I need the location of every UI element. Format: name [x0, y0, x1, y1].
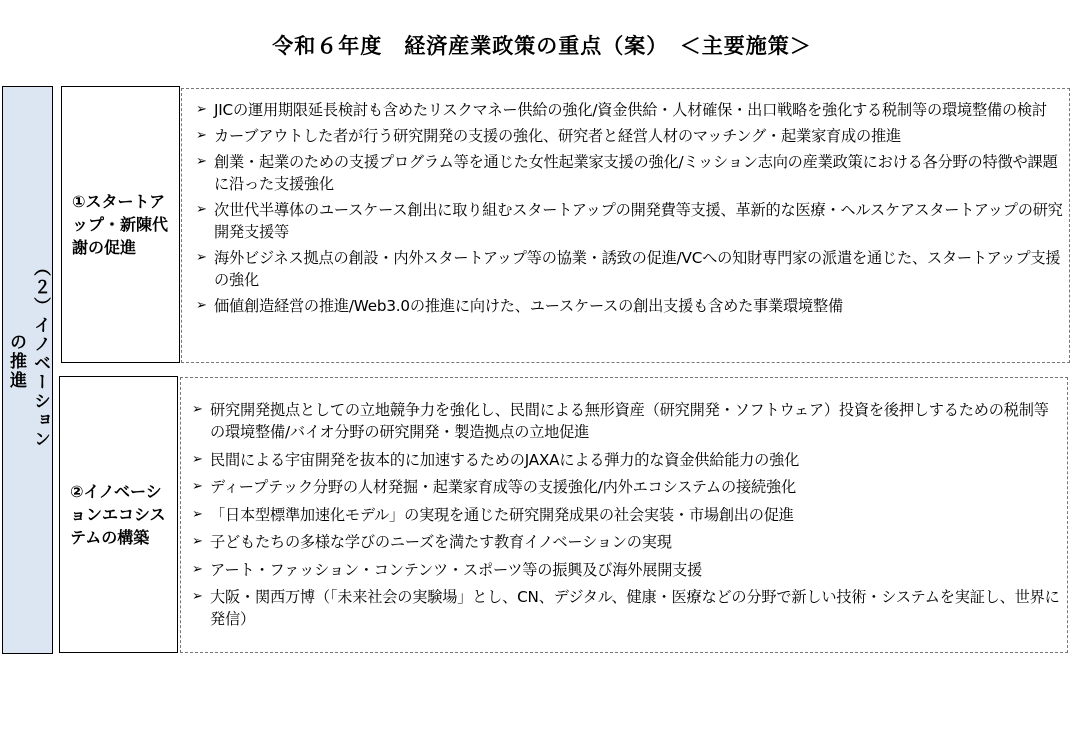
group-label-startup [61, 86, 180, 363]
group-label-text: ①スタートアップ・新陳代謝の促進 [72, 192, 169, 257]
arrow-bullet-icon: ➢ [192, 561, 203, 577]
list-item: ➢ 研究開発拠点としての立地競争力を強化し、民間による無形資産（研究開発・ソフトウェア）投資を後押しするための税制等の環境整備/バイオ分野の研究開発・製造拠点の立地促進 [192, 401, 1049, 441]
arrow-bullet-icon: ➢ [196, 250, 207, 265]
bullet-list [196, 99, 1063, 317]
list-item: ➢ 創業・起業のための支援プログラム等を通じた女性起業家支援の強化/ミッション志向の産業政策における各分野の特徴や課題に沿った支援強化 [196, 153, 1058, 193]
list-item: ➢ 大阪・関西万博（「未来社会の実験場」とし、CN、デジタル、健康・医療などの分野で新しい技術・システムを実証し、世界に発信） [192, 588, 1060, 628]
bullet-list [192, 399, 1061, 630]
list-item: ➢ 次世代半導体のユースケース創出に取り組むスタートアップの開発費等支援、革新的な医療・ヘルスケアスタートアップの研究開発支援等 [196, 201, 1063, 241]
list-item: ➢ JICの運用期限延長検討も含めたリスクマネー供給の強化/資金供給・人材確保・出口戦略を強化する税制等の環境整備の検討 [196, 101, 1047, 119]
arrow-bullet-icon: ➢ [192, 534, 203, 549]
group-label-ecosystem [59, 376, 178, 653]
arrow-bullet-icon: ➢ [196, 128, 207, 143]
list-item: ➢ ディープテック分野の人材発掘・起業家育成等の支援強化/内外エコシステムの接続強化 [192, 478, 796, 496]
arrow-bullet-icon: ➢ [192, 479, 203, 494]
list-item: ➢ 海外ビジネス拠点の創設・内外スタートアップ等の協業・誘致の促進/VCへの知財専門家の派遣を通じた、スタートアップ支援の強化 [196, 249, 1061, 289]
list-item: ➢ 子どもたちの多様な学びのニーズを満たす教育イノベーションの実現 [192, 533, 672, 551]
page-title: 令和６年度 経済産業政策の重点（案） ＜主要施策＞ [272, 34, 812, 58]
list-item: ➢ 民間による宇宙開発を抜本的に加速するためのJAXAによる弾力的な資金供給能力の強化 [192, 450, 800, 469]
group-content-ecosystem [180, 377, 1068, 653]
arrow-bullet-icon: ➢ [196, 154, 207, 169]
arrow-bullet-icon: ➢ [192, 402, 203, 417]
group-label-text: ②イノベーションエコシステムの構築 [70, 482, 166, 547]
arrow-bullet-icon: ➢ [192, 506, 203, 522]
arrow-bullet-icon: ➢ [192, 589, 203, 604]
arrow-bullet-icon: ➢ [196, 202, 207, 217]
group-content-startup [181, 88, 1070, 363]
section-header [2, 86, 53, 654]
list-item: ➢ 「日本型標準加速化モデル」の実現を通じた研究開発成果の社会実装・市場創出の促進 [192, 505, 794, 524]
section-heading-line1: （２）イノベーション [30, 259, 50, 449]
arrow-bullet-icon: ➢ [192, 451, 203, 467]
section-heading-line2: の推進 [6, 333, 26, 390]
list-item: ➢ カーブアウトした者が行う研究開発の支援の強化、研究者と経営人材のマッチング・起業家育成の推進 [196, 127, 901, 145]
arrow-bullet-icon: ➢ [196, 298, 207, 313]
list-item: ➢ アート・ファッション・コンテンツ・スポーツ等の振興及び海外展開支援 [192, 560, 703, 579]
list-item: ➢ 価値創造経営の推進/Web3.0の推進に向けた、ユースケースの創出支援も含めた事業環境整備 [196, 297, 843, 315]
arrow-bullet-icon: ➢ [196, 102, 207, 117]
